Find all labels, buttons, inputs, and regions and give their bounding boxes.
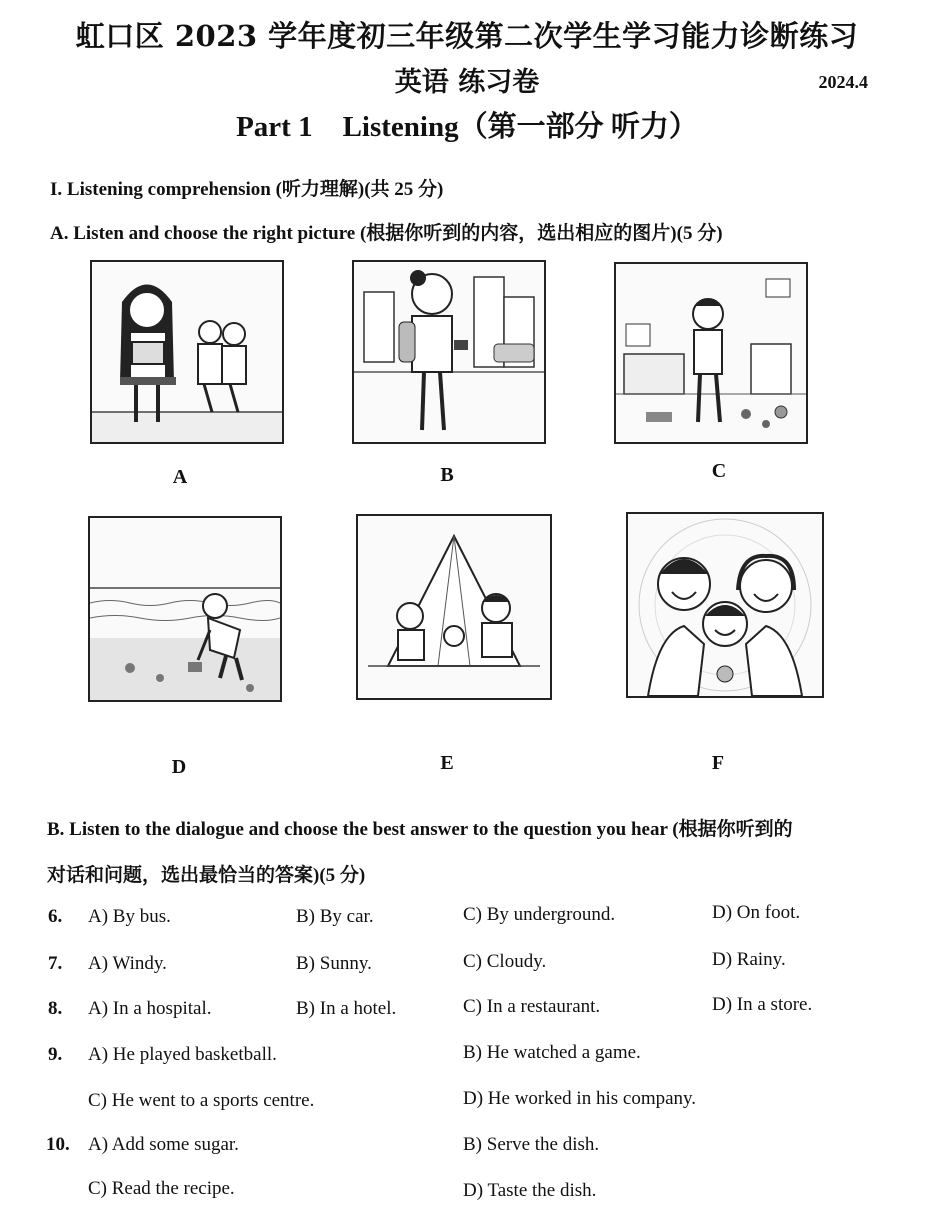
question-number: 10. <box>46 1134 70 1155</box>
girl-with-phone-in-city-icon <box>354 262 544 442</box>
part-heading <box>0 104 934 145</box>
picture-f <box>626 512 824 698</box>
picture-a <box>90 260 284 444</box>
exam-date: 2024.4 <box>818 72 868 92</box>
picture-d <box>88 516 282 702</box>
section-a-heading: A. Listen and choose the right picture (根据你听到的内容，选出相应的图片)(5 分) <box>50 223 723 244</box>
option-c: C) He went to a sports centre. <box>88 1090 315 1111</box>
option-a: A) By bus. <box>88 906 171 927</box>
picture-f-label: F <box>711 752 725 774</box>
option-d: D) In a store. <box>712 994 813 1015</box>
picture-b-label: B <box>440 464 454 486</box>
option-a: A) He played basketball. <box>88 1044 277 1065</box>
option-d: D) He worked in his company. <box>463 1088 697 1109</box>
option-c: C) By underground. <box>463 904 616 925</box>
kids-camping-tent-icon <box>358 516 550 698</box>
picture-c-label: C <box>711 460 727 482</box>
part-number: Part 1 <box>236 111 313 143</box>
option-c: C) Read the recipe. <box>88 1178 235 1199</box>
option-b: B) By car. <box>296 906 374 927</box>
boy-picking-litter-on-beach-icon <box>90 518 280 700</box>
option-c: C) Cloudy. <box>463 951 547 972</box>
section-b-heading-line1: B. Listen to the dialogue and choose the best answer to the question you hear (根据你听到的 <box>47 819 793 840</box>
option-b: B) Sunny. <box>296 953 372 974</box>
picture-e-label: E <box>440 752 454 774</box>
happy-family-icon <box>628 514 822 696</box>
question-number: 6. <box>48 906 63 927</box>
option-c: C) In a restaurant. <box>463 996 601 1017</box>
option-b: B) In a hotel. <box>296 998 397 1019</box>
picture-b <box>352 260 546 444</box>
girl-reading-on-chair-icon <box>92 262 282 442</box>
picture-e <box>356 514 552 700</box>
boy-in-messy-room-icon <box>616 264 806 442</box>
picture-a-label: A <box>172 466 188 488</box>
option-a: A) Add some sugar. <box>88 1134 239 1155</box>
option-a: A) In a hospital. <box>88 998 212 1019</box>
picture-c <box>614 262 808 444</box>
picture-d-label: D <box>171 756 187 778</box>
part-chinese: （第一部分 听力） <box>458 111 698 143</box>
option-d: D) Taste the dish. <box>463 1180 597 1201</box>
question-number: 7. <box>48 953 63 974</box>
option-b: B) He watched a game. <box>463 1042 641 1063</box>
question-number: 8. <box>48 998 63 1019</box>
exam-subtitle: 英语 练习卷 <box>394 67 540 98</box>
question-number: 9. <box>48 1044 63 1065</box>
section-b-heading-line2: 对话和问题，选出最恰当的答案)(5 分) <box>47 865 366 886</box>
section-i-heading: I. Listening comprehension (听力理解)(共 25 分) <box>50 179 444 200</box>
part-listening: Listening <box>342 111 459 143</box>
option-d: D) On foot. <box>712 902 801 923</box>
option-d: D) Rainy. <box>712 949 786 970</box>
exam-title: 虹口区 2023 学年度初三年级第二次学生学习能力诊断练习 <box>75 19 859 53</box>
option-a: A) Windy. <box>88 953 167 974</box>
option-b: B) Serve the dish. <box>463 1134 600 1155</box>
